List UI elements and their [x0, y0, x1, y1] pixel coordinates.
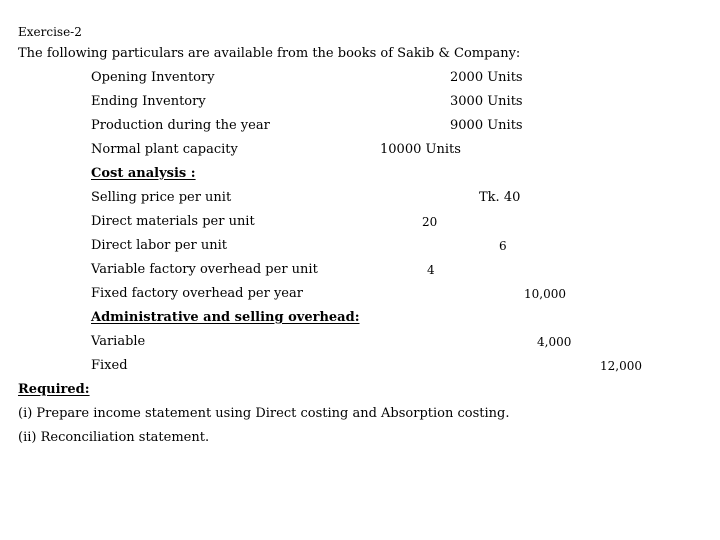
admin-variable-value: 4,000: [537, 335, 572, 349]
direct-materials-label: Direct materials per unit: [91, 214, 255, 229]
admin-variable-label: Variable: [91, 334, 146, 349]
intro-text: The following particulars are available from the books of Sakib & Company:: [18, 46, 521, 61]
required-item: (ii) Reconciliation statement.: [18, 430, 210, 445]
fixed-foh-value: 10,000: [524, 287, 566, 301]
ending-inventory-value: 3000 Units: [450, 94, 523, 109]
variable-foh-value: 4: [427, 263, 435, 277]
opening-inventory-value: 2000 Units: [450, 70, 523, 85]
direct-materials-value: 20: [422, 215, 438, 229]
admin-fixed-value: 12,000: [600, 359, 642, 373]
selling-price-value: Tk. 40: [479, 190, 521, 205]
required-item: (i) Prepare income statement using Direct costing and Absorption costing.: [18, 406, 510, 421]
admin-fixed-label: Fixed: [91, 358, 128, 373]
production-label: Production during the year: [91, 118, 270, 133]
fixed-foh-label: Fixed factory overhead per year: [91, 286, 303, 301]
ending-inventory-label: Ending Inventory: [91, 94, 206, 109]
opening-inventory-label: Opening Inventory: [91, 70, 215, 85]
required-heading: Required:: [18, 382, 90, 397]
cost-analysis-heading: Cost analysis :: [91, 166, 196, 181]
exercise-title: Exercise-2: [18, 25, 82, 39]
selling-price-label: Selling price per unit: [91, 190, 232, 205]
direct-labor-value: 6: [499, 239, 507, 253]
variable-foh-label: Variable factory overhead per unit: [91, 262, 318, 277]
production-value: 9000 Units: [450, 118, 523, 133]
direct-labor-label: Direct labor per unit: [91, 238, 228, 253]
normal-capacity-value: 10000 Units: [380, 142, 461, 157]
normal-capacity-label: Normal plant capacity: [91, 142, 238, 157]
admin-selling-heading: Administrative and selling overhead:: [91, 310, 360, 325]
